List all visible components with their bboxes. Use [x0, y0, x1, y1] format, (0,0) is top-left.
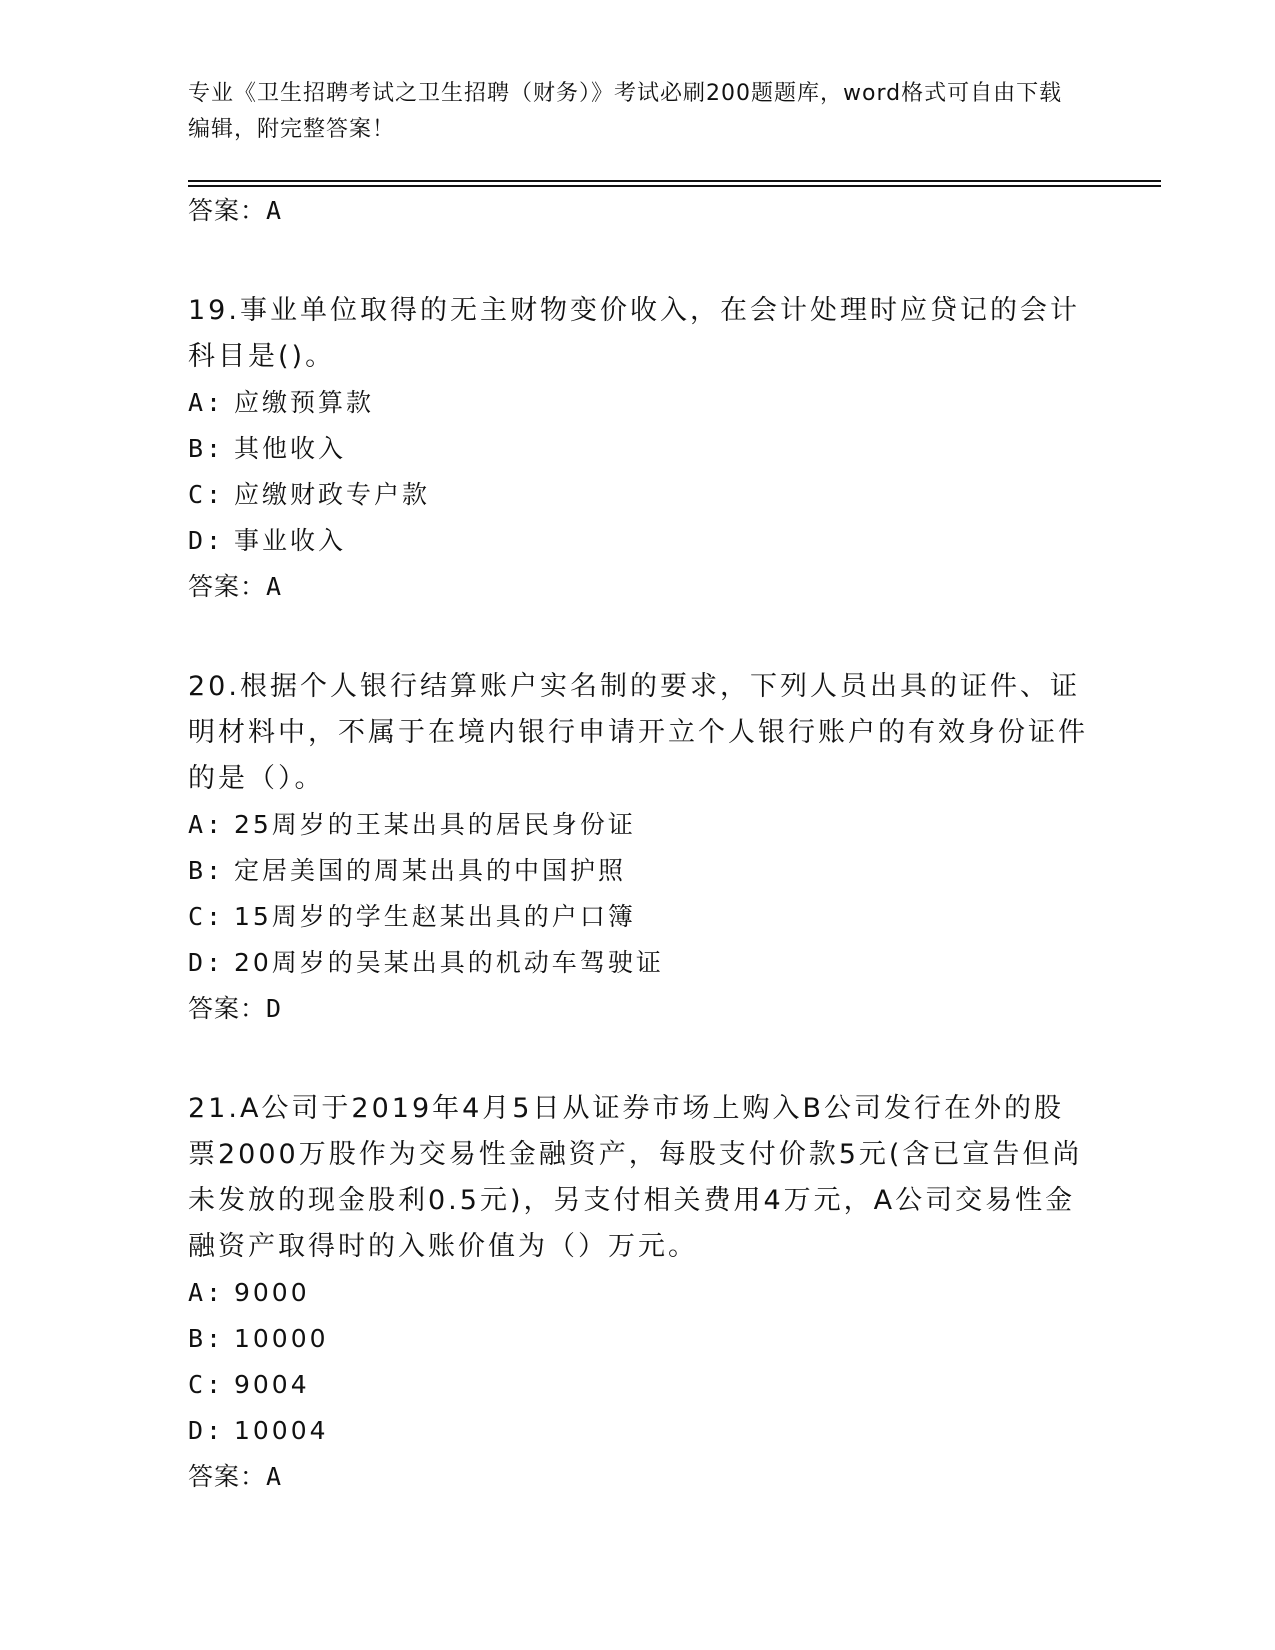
option-text: 应缴预算款: [234, 388, 375, 417]
question-21: [188, 1086, 1088, 1500]
option-d: [188, 1408, 1088, 1454]
option-text: 应缴财政专户款: [234, 480, 431, 509]
option-key: A:: [188, 810, 225, 839]
option-list: [188, 802, 1088, 986]
option-text: 10004: [234, 1416, 329, 1445]
option-c: [188, 1362, 1088, 1408]
option-key: A:: [188, 388, 225, 417]
option-b: [188, 426, 1088, 472]
option-b: [188, 1316, 1088, 1362]
option-text: 25周岁的王某出具的居民身份证: [234, 810, 636, 839]
answer-line: [188, 564, 1088, 610]
header-divider-top: [188, 180, 1161, 182]
question-19: [188, 288, 1088, 610]
option-key: C:: [188, 480, 225, 509]
answer-value: A: [266, 1462, 283, 1491]
option-key: B:: [188, 856, 225, 885]
option-text: 15周岁的学生赵某出具的户口簿: [234, 902, 636, 931]
option-key: B:: [188, 1324, 225, 1353]
option-text: 其他收入: [234, 434, 347, 463]
option-text: 事业收入: [234, 526, 347, 555]
option-c: [188, 894, 1088, 940]
option-key: D:: [188, 948, 225, 977]
option-list: [188, 380, 1088, 564]
option-key: C:: [188, 1370, 225, 1399]
option-key: B:: [188, 434, 225, 463]
option-key: D:: [188, 1416, 225, 1445]
answer-label: 答案：: [188, 196, 267, 225]
option-c: [188, 472, 1088, 518]
header-divider-bottom: [188, 185, 1161, 187]
option-list: [188, 1270, 1088, 1454]
question-stem: 20.根据个人银行结算账户实名制的要求，下列人员出具的证件、证明材料中，不属于在境内银行申请开立个人银行账户的有效身份证件的是（）。: [188, 671, 1088, 794]
answer-value: A: [266, 196, 283, 225]
answer-value: D: [266, 994, 283, 1023]
option-text: 20周岁的吴某出具的机动车驾驶证: [234, 948, 664, 977]
option-a: [188, 802, 1088, 848]
document-header-text: 专业《卫生招聘考试之卫生招聘（财务）》考试必刷200题题库，word格式可自由下载编辑，附完整答案！: [188, 81, 1063, 142]
answer-line: [188, 1454, 1088, 1500]
option-a: [188, 380, 1088, 426]
option-key: A:: [188, 1278, 225, 1307]
answer-label: 答案：: [188, 572, 267, 601]
answer-label: 答案：: [188, 994, 267, 1023]
option-key: C:: [188, 902, 225, 931]
option-text: 10000: [234, 1324, 329, 1353]
question-20: [188, 664, 1088, 1032]
option-key: D:: [188, 526, 225, 555]
option-b: [188, 848, 1088, 894]
question-stem: 21.A公司于2019年4月5日从证券市场上购入B公司发行在外的股票2000万股作为交易性金融资产，每股支付价款5元(含已宣告但尚未发放的现金股利0.5元)，另支付相关费用4万元，A公司交易性金融资产取得时的入账价值为（）万元。: [188, 1093, 1083, 1262]
option-d: [188, 940, 1088, 986]
answer-line: [188, 188, 1088, 234]
document-body: [188, 188, 1088, 1500]
answer-label: 答案：: [188, 1462, 267, 1491]
option-text: 定居美国的周某出具的中国护照: [234, 856, 627, 885]
answer-line: [188, 986, 1088, 1032]
option-text: 9000: [234, 1278, 310, 1307]
option-text: 9004: [234, 1370, 310, 1399]
option-d: [188, 518, 1088, 564]
question-stem: 19.事业单位取得的无主财物变价收入，在会计处理时应贷记的会计科目是()。: [188, 295, 1080, 372]
answer-value: A: [266, 572, 283, 601]
option-a: [188, 1270, 1088, 1316]
